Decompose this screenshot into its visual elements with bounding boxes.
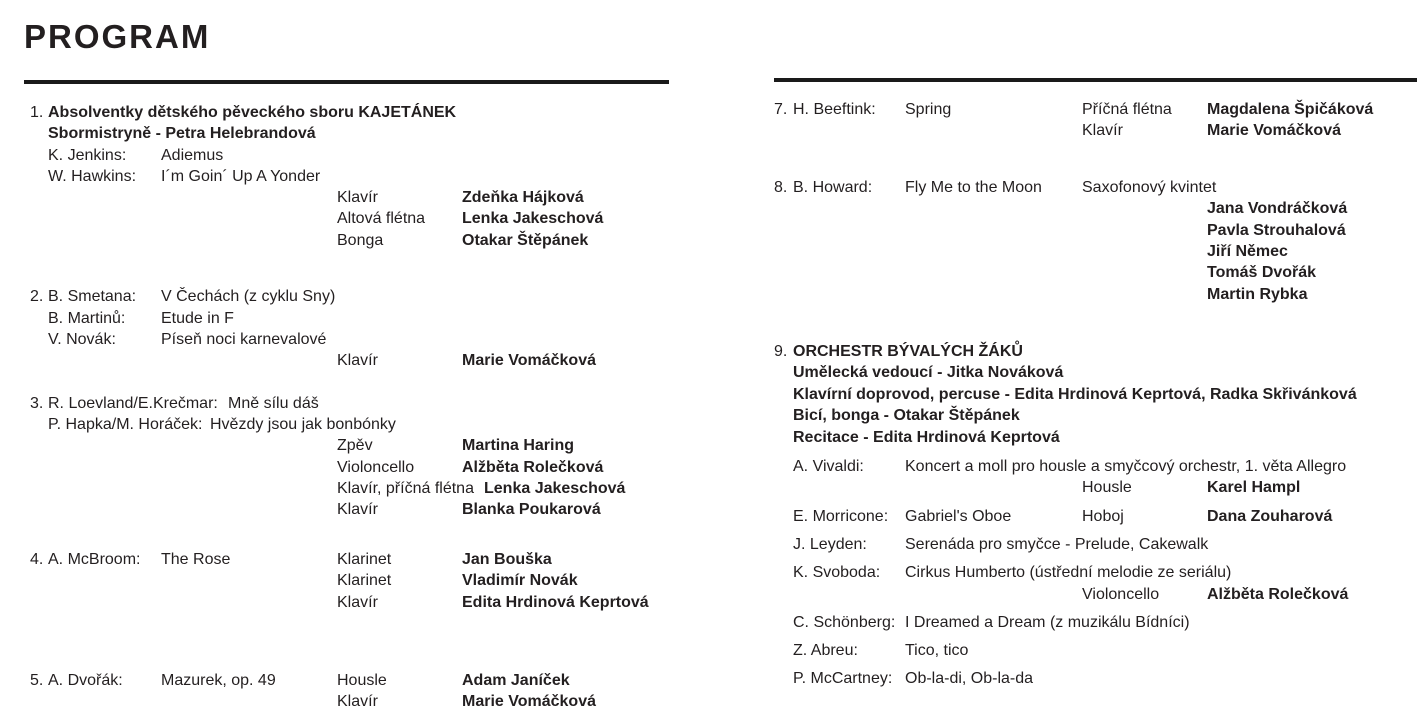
instrument: Housle bbox=[337, 672, 387, 689]
instrument: Klavír bbox=[337, 594, 378, 611]
performer-name: Edita Hrdinová Keprtová bbox=[462, 594, 649, 611]
composer: A. McBroom: bbox=[48, 551, 141, 568]
instrument: Housle bbox=[1082, 479, 1132, 496]
credit-line: Bicí, bonga - Otakar Štěpánek bbox=[793, 407, 1020, 424]
credit-line: Klavírní doprovod, percuse - Edita Hrdinová Keprtová, Radka Skřivánková bbox=[793, 386, 1357, 403]
instrument: Klavír bbox=[1082, 122, 1123, 139]
performer-name: Marie Vomáčková bbox=[1207, 122, 1341, 139]
performer-name: Vladimír Novák bbox=[462, 572, 578, 589]
performer-name: Martina Haring bbox=[462, 437, 575, 454]
instrument: Hoboj bbox=[1082, 508, 1124, 525]
performer-name: Alžběta Rolečková bbox=[462, 459, 604, 476]
composer: Z. Abreu: bbox=[793, 642, 858, 659]
composer: K. Jenkins: bbox=[48, 147, 127, 164]
composer: H. Beeftink: bbox=[793, 101, 876, 118]
work-title: Píseň noci karnevalové bbox=[161, 331, 327, 348]
performer-name: Jiří Němec bbox=[1207, 243, 1288, 260]
composer: C. Schönberg: bbox=[793, 614, 896, 631]
performer-name: Adam Janíček bbox=[462, 672, 570, 689]
performer-name: Martin Rybka bbox=[1207, 286, 1308, 303]
performer-name: Zdeňka Hájková bbox=[462, 189, 584, 206]
work-title: Fly Me to the Moon bbox=[905, 179, 1042, 196]
work-title: Ob-la-di, Ob-la-da bbox=[905, 670, 1034, 687]
instrument: Klarinet bbox=[337, 572, 392, 589]
instrument: Příčná flétna bbox=[1082, 101, 1172, 118]
work-title: Serenáda pro smyčce - Prelude, Cakewalk bbox=[905, 536, 1209, 553]
instrument: Altová flétna bbox=[337, 210, 426, 227]
work-title: Gabriel's Oboe bbox=[905, 508, 1012, 525]
work-title: Mazurek, op. 49 bbox=[161, 672, 276, 689]
work-title: V Čechách (z cyklu Sny) bbox=[161, 288, 336, 305]
page-title: PROGRAM bbox=[24, 18, 211, 55]
performer-name: Marie Vomáčková bbox=[462, 693, 596, 710]
composer: E. Morricone: bbox=[793, 508, 889, 525]
work-title: Tico, tico bbox=[905, 642, 969, 659]
performer-name: Otakar Štěpánek bbox=[462, 232, 589, 249]
item-number: 5. bbox=[30, 672, 44, 689]
performer-name: Jana Vondráčková bbox=[1207, 200, 1348, 217]
work-title: Etude in F bbox=[161, 310, 234, 327]
work-title: I Dreamed a Dream (z muzikálu Bídníci) bbox=[905, 614, 1190, 631]
item-header: Absolventky dětského pěveckého sboru KAJETÁNEK bbox=[48, 104, 457, 121]
instrument: Klavír bbox=[337, 189, 378, 206]
ensemble: Saxofonový kvintet bbox=[1082, 179, 1217, 196]
composer: B. Martinů: bbox=[48, 310, 126, 327]
performer-name: Karel Hampl bbox=[1207, 479, 1301, 496]
performer-name: Marie Vomáčková bbox=[462, 352, 596, 369]
composer: V. Novák: bbox=[48, 331, 116, 348]
performer-name: Pavla Strouhalová bbox=[1207, 222, 1346, 239]
composer: A. Dvořák: bbox=[48, 672, 123, 689]
work-title: The Rose bbox=[161, 551, 231, 568]
work-title: Adiemus bbox=[161, 147, 224, 164]
credit-line: Umělecká vedoucí - Jitka Nováková bbox=[793, 364, 1064, 381]
instrument: Klavír bbox=[337, 501, 378, 518]
item-header: ORCHESTR BÝVALÝCH ŽÁKŮ bbox=[793, 343, 1023, 360]
instrument: Violoncello bbox=[1082, 586, 1160, 603]
instrument: Klavír bbox=[337, 693, 378, 710]
performer-name: Blanka Poukarová bbox=[462, 501, 601, 518]
composer: B. Smetana: bbox=[48, 288, 137, 305]
performer-name: Dana Zouharová bbox=[1207, 508, 1333, 525]
instrument: Violoncello bbox=[337, 459, 415, 476]
performer-name: Alžběta Rolečková bbox=[1207, 586, 1349, 603]
work-title: Mně sílu dáš bbox=[228, 395, 319, 412]
work-title: I´m Goin´ Up A Yonder bbox=[161, 168, 321, 185]
composer: B. Howard: bbox=[793, 179, 873, 196]
item-number: 2. bbox=[30, 288, 44, 305]
instrument: Klarinet bbox=[337, 551, 392, 568]
item-number: 8. bbox=[774, 179, 788, 196]
composer: K. Svoboda: bbox=[793, 564, 881, 581]
instrument: Bonga bbox=[337, 232, 384, 249]
composer: W. Hawkins: bbox=[48, 168, 137, 185]
work-title: Cirkus Humberto (ústřední melodie ze seriálu) bbox=[905, 564, 1232, 581]
item-subheader: Sbormistryně - Petra Helebrandová bbox=[48, 125, 316, 142]
instrument: Zpěv bbox=[337, 437, 373, 454]
item-number: 1. bbox=[30, 104, 44, 121]
performer-name: Lenka Jakeschová bbox=[484, 480, 626, 497]
composer: J. Leyden: bbox=[793, 536, 867, 553]
work-title: Hvězdy jsou jak bonbónky bbox=[210, 416, 396, 433]
composer: P. Hapka/M. Horáček: bbox=[48, 416, 203, 433]
instrument: Klavír, příčná flétna bbox=[337, 480, 474, 497]
performer-name: Magdalena Špičáková bbox=[1207, 101, 1374, 118]
performer-name: Tomáš Dvořák bbox=[1207, 264, 1317, 281]
instrument: Klavír bbox=[337, 352, 378, 369]
item-number: 9. bbox=[774, 343, 788, 360]
composer: R. Loevland/E.Krečmar: bbox=[48, 395, 218, 412]
performer-name: Lenka Jakeschová bbox=[462, 210, 604, 227]
credit-line: Recitace - Edita Hrdinová Keprtová bbox=[793, 429, 1060, 446]
performer-name: Jan Bouška bbox=[462, 551, 552, 568]
left-rule bbox=[24, 80, 669, 84]
work-title: Spring bbox=[905, 101, 952, 118]
work-title: Koncert a moll pro housle a smyčcový orchestr, 1. věta Allegro bbox=[905, 458, 1347, 475]
item-number: 3. bbox=[30, 395, 44, 412]
item-number: 4. bbox=[30, 551, 44, 568]
composer: A. Vivaldi: bbox=[793, 458, 864, 475]
composer: P. McCartney: bbox=[793, 670, 893, 687]
right-rule bbox=[774, 78, 1417, 82]
item-number: 7. bbox=[774, 101, 788, 118]
